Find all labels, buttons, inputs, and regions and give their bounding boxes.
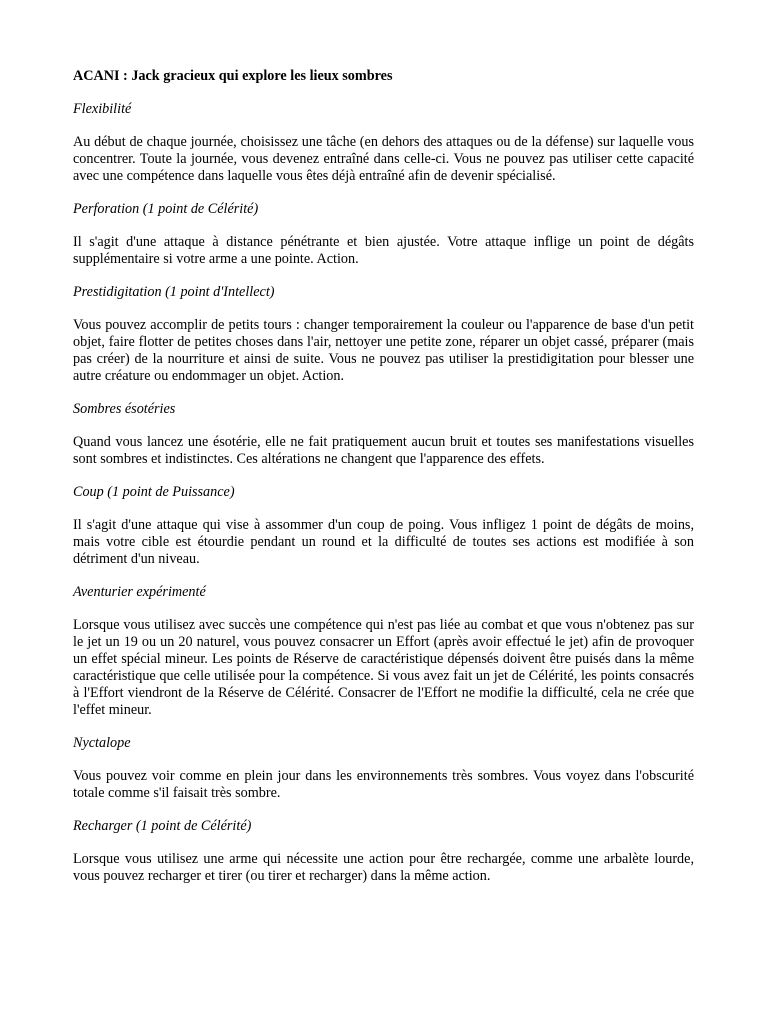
section-title-prestidigitation: Prestidigitation (1 point d'Intellect)	[73, 284, 275, 300]
section-body-perforation: Il s'agit d'une attaque à distance pénétrante et bien ajustée. Votre attaque inflige un point de dégâts supplémentaire si votre arme a une pointe. Action.	[73, 234, 694, 267]
section-title-nyctalope: Nyctalope	[73, 735, 131, 751]
section-body-flexibilite: Au début de chaque journée, choisissez une tâche (en dehors des attaques ou de la défense) sur laquelle vous concentrer. Toute la journée, vous devenez entraîné dans celle-ci. Vous ne pouvez pas utiliser cette capacité avec une compétence dans laquelle vous êtes déjà entraîné afin de devenir spécialisé.	[73, 134, 694, 184]
section-body-prestidigitation: Vous pouvez accomplir de petits tours : changer temporairement la couleur ou l'apparence de base d'un petit objet, faire flotter de petites choses dans l'air, nettoyer une petite zone, réparer un objet cassé, préparer (mais pas créer) de la nourriture et ainsi de suite. Vous ne pouvez pas utiliser la prestidigitation pour blesser une autre créature ou endommager un objet. Action.	[73, 317, 694, 384]
document-title: ACANI : Jack gracieux qui explore les lieux sombres	[73, 68, 393, 84]
section-body-nyctalope: Vous pouvez voir comme en plein jour dans les environnements très sombres. Vous voyez dans l'obscurité totale comme s'il faisait très sombre.	[73, 768, 694, 801]
section-title-perforation: Perforation (1 point de Célérité)	[73, 201, 259, 217]
section-title-aventurier-experimente: Aventurier expérimenté	[73, 584, 206, 600]
section-body-recharger: Lorsque vous utilisez une arme qui nécessite une action pour être rechargée, comme une arbalète lourde, vous pouvez recharger et tirer (ou tirer et recharger) dans la même action.	[73, 851, 694, 884]
document-page	[73, 68, 694, 901]
section-title-coup: Coup (1 point de Puissance)	[73, 484, 235, 500]
section-title-sombres-esoteries: Sombres ésotéries	[73, 401, 176, 417]
section-body-sombres-esoteries: Quand vous lancez une ésotérie, elle ne fait pratiquement aucun bruit et toutes ses manifestations visuelles sont sombres et indistinctes. Ces altérations ne changent que l'apparence des effets.	[73, 434, 694, 467]
section-title-flexibilite: Flexibilité	[73, 101, 132, 117]
section-body-coup: Il s'agit d'une attaque qui vise à assommer d'un coup de poing. Vous infligez 1 point de dégâts de moins, mais votre cible est étourdie pendant un round et la difficulté de toutes ses actions est modifiée à son détriment d'un niveau.	[73, 517, 694, 567]
section-title-recharger: Recharger (1 point de Célérité)	[73, 818, 252, 834]
section-body-aventurier-experimente: Lorsque vous utilisez avec succès une compétence qui n'est pas liée au combat et que vous n'obtenez pas sur le jet un 19 ou un 20 naturel, vous pouvez consacrer un Effort (après avoir effectué le jet) afin de provoquer un effet spécial mineur. Les points de Réserve de caractéristique dépensés doivent être puisés dans la même caractéristique que celle utilisée pour la compétence. Si vous avez fait un jet de Célérité, les points consacrés à l'Effort viendront de la Réserve de Célérité. Consacrer de l'Effort ne modifie la difficulté, cela ne crée que l'effet mineur.	[73, 617, 694, 718]
